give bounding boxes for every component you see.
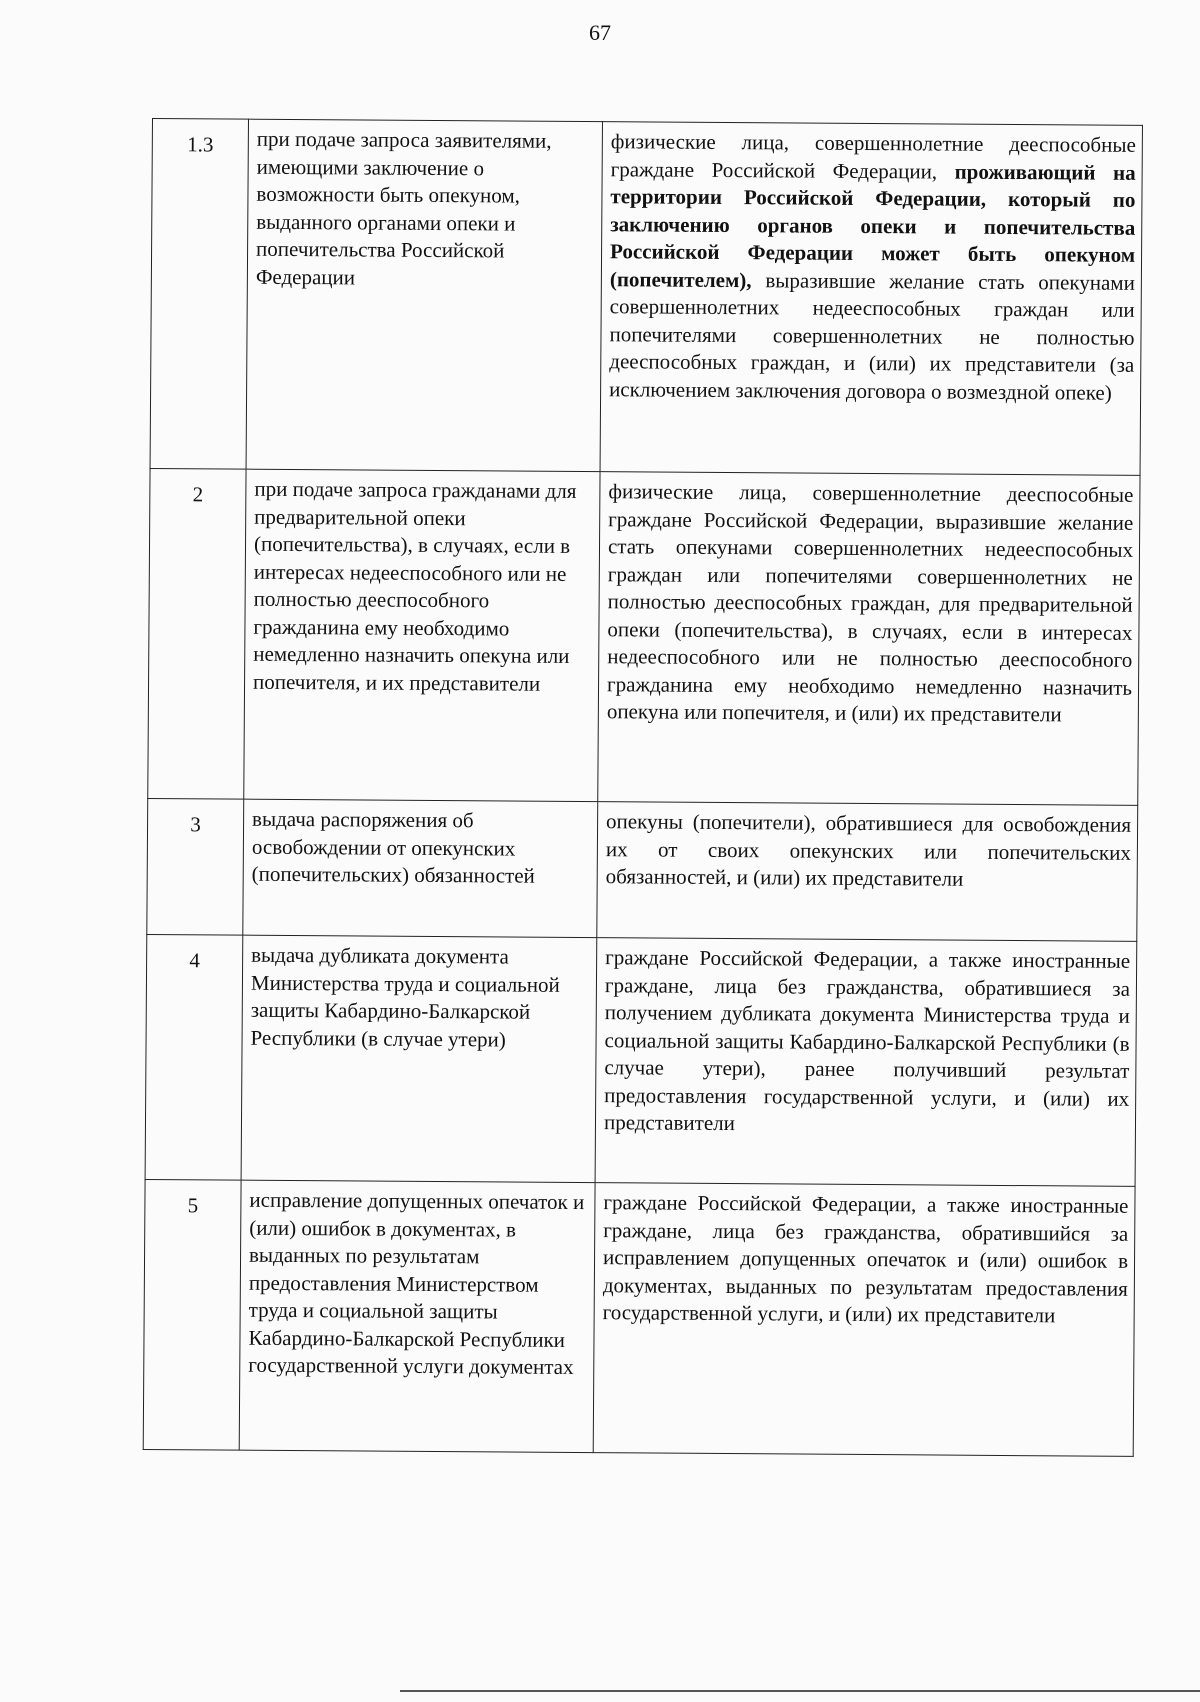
applicants-bold-text: проживающий на территории Российской Федерации, который по заключению органов опеки и попечительства Российской Федерации может быть опекуном (попечителем), [609,159,1136,292]
applicants-table [143,118,1143,1457]
row-description: при подаче запроса гражданами для предварительной опеки (попечительства), в случаях, если в интересах недееспособного или не полностью дееспособного гражданина ему необходимо немедленно назначить опекуна или попечителя, и их представители [244,469,600,801]
scan-edge-line [400,1690,1200,1692]
row-description: при подаче запроса заявителями, имеющими заключение о возможности быть опекуном, выданного органами опеки и попечительства Российской Федерации [246,119,602,471]
table-row [148,468,1140,805]
row-description: выдача распоряжения об освобождении от опекунских (попечительских) обязанностей [243,799,598,937]
row-applicants: граждане Российской Федерации, а также иностранные граждане, лица без гражданства, обратившиеся за получением дубликата документа Министерства труда и социальной защиты Кабардино-Балкарской Республики (в случае утери), ранее получивший результат предоставления государственной услуги, и (или) их представители [595,938,1137,1187]
row-applicants [600,122,1142,476]
row-applicants: граждане Российской Федерации, а также иностранные граждане, лица без гражданства, обратившийся за исправлением допущенных опечаток и (или) ошибок в документах, выданных по результатам предоставления государственной услуги, и (или) их представители [593,1183,1135,1457]
row-number: 4 [145,934,243,1180]
table-row [147,798,1138,941]
row-number: 5 [143,1179,241,1450]
table-row [145,934,1137,1186]
row-applicants: физические лица, совершеннолетние дееспособные граждане Российской Федерации, выразившие желание стать опекунами совершеннолетних недееспособных граждан или попечителями совершеннолетних не полностью дееспособных граждан, для предварительной опеки (попечительства), в случаях, если в интересах недееспособного или не полностью дееспособного гражданина ему необходимо немедленно назначить опекуна или попечителя, и (или) их представители [598,472,1140,806]
row-number: 3 [147,798,244,935]
row-number: 1.3 [150,119,248,470]
table-row [143,1179,1135,1456]
applicants-text: выразившие желание стать опекунами совершеннолетних недееспособных граждан или попечителями совершеннолетних не полностью дееспособных граждан, и (или) их представители (за исключением заключения договора о возмездной опеке) [609,267,1135,405]
row-description: выдача дубликата документа Министерства труда и социальной защиты Кабардино-Балкарской Республики (в случае утери) [241,935,597,1182]
row-number: 2 [148,468,246,799]
row-description: исправление допущенных опечаток и (или) ошибок в документах, в выданных по результатам предоставления Министерством труда и социальной защиты Кабардино-Балкарской Республики государственной услуги документах [239,1180,595,1452]
table-row [150,119,1142,476]
applicants-text: физические лица, совершеннолетние дееспособные граждане Российской Федерации, [610,129,1136,184]
row-applicants: опекуны (попечители), обратившиеся для освобождения их от своих опекунских или попечительских обязанностей, и (или) их представители [597,802,1138,942]
page-number: 67 [589,20,611,45]
